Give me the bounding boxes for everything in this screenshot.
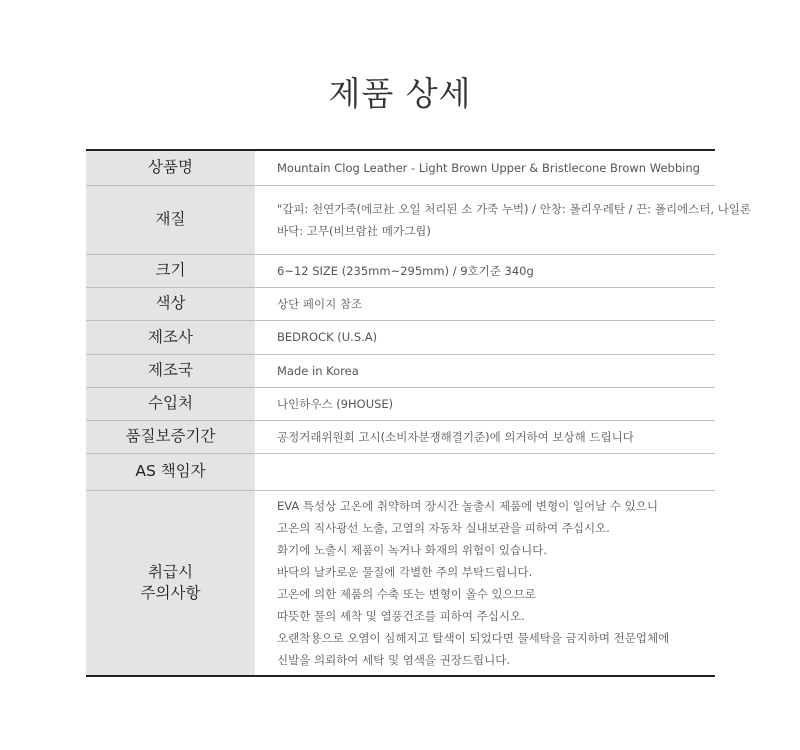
value-text: 바닥: 고무(비브람社 메가그립)	[277, 223, 431, 238]
table-row	[86, 150, 715, 185]
row-label-as-manager	[86, 453, 255, 490]
row-label-handling-caution	[86, 490, 255, 676]
row-value-warranty	[255, 420, 715, 453]
row-label-material	[86, 185, 255, 254]
value-text: BEDROCK (U.S.A)	[277, 330, 378, 344]
label-text: 크기	[155, 261, 186, 279]
label-text: 색상	[155, 294, 186, 312]
value-text: Mountain Clog Leather - Light Brown Upper & Bristlecone Brown Webbing	[277, 160, 700, 175]
label-text: 제조사	[148, 327, 193, 346]
value-text: 상단 페이지 참조	[277, 296, 363, 311]
label-text: 취급시	[148, 562, 193, 581]
table-row	[86, 387, 715, 420]
row-value-as-manager	[255, 453, 715, 490]
row-label-warranty	[86, 420, 255, 453]
value-text: 나인하우스 (9HOUSE)	[277, 396, 394, 411]
value-text: 6~12 SIZE (235mm~295mm) / 9호기준 340g	[277, 263, 534, 278]
value-text: "갑피: 천연가죽(에코社 오일 처리된 소 가죽 누벅) / 안창: 폴리우레탄 / 끈: 폴리에스터, 나일론	[277, 201, 752, 216]
value-text: Made in Korea	[277, 363, 359, 378]
label-text: 수입처	[148, 394, 193, 412]
table-row	[86, 287, 715, 320]
label-text: AS 책임자	[135, 462, 206, 480]
row-label-country	[86, 354, 255, 387]
table-row	[86, 354, 715, 387]
table-row	[86, 320, 715, 354]
product-spec-table	[86, 149, 752, 677]
label-text: 품질보증기간	[125, 427, 216, 445]
label-text: 상품명	[148, 158, 193, 177]
row-value-size	[255, 254, 715, 287]
row-value-product-name	[255, 150, 715, 185]
caution-line: 신발을 의뢰하여 세탁 및 염색을 권장드립니다.	[277, 652, 511, 667]
caution-line: 화기에 노출시 제품이 녹거나 화재의 위험이 있습니다.	[277, 542, 547, 557]
row-label-color	[86, 287, 255, 320]
caution-line: 고온에 의한 제품의 수축 또는 변형이 올수 있으므로	[277, 586, 536, 601]
value-text: 공정거래위원회 고시(소비자분쟁해결기준)에 의거하여 보상해 드립니다	[277, 429, 634, 444]
caution-line: EVA 특성상 고온에 취약하며 장시간 놀출시 제품에 변형이 일어날 수 있으니	[277, 498, 658, 513]
table-row	[86, 490, 715, 676]
row-label-manufacturer	[86, 320, 255, 354]
label-text: 재질	[155, 210, 186, 228]
row-value-color	[255, 287, 715, 320]
caution-line: 고온의 직사광선 노출, 고열의 자동차 실내보관을 피하여 주십시오.	[277, 520, 610, 535]
row-value-handling-caution	[255, 490, 715, 676]
row-label-product-name	[86, 150, 255, 185]
caution-line: 오랜착용으로 오염이 심해지고 탈색이 되었다면 물세탁을 금지하며 전문업체에	[277, 630, 670, 645]
table-row	[86, 185, 715, 254]
table-row	[86, 420, 715, 453]
row-label-importer	[86, 387, 255, 420]
label-text: 주의사항	[140, 583, 201, 602]
row-label-size	[86, 254, 255, 287]
row-value-country	[255, 354, 715, 387]
page-title: 제품 상세	[328, 74, 472, 113]
row-value-importer	[255, 387, 715, 420]
row-value-material	[255, 185, 752, 254]
row-value-manufacturer	[255, 320, 715, 354]
label-text: 제조국	[148, 361, 193, 379]
caution-line: 바닥의 날카로운 물질에 각별한 주의 부탁드립니다.	[277, 564, 533, 579]
table-row	[86, 453, 715, 490]
caution-line: 따뜻한 물의 셰착 및 열풍건조를 피하여 주십시오.	[277, 608, 525, 623]
table-row	[86, 254, 715, 287]
